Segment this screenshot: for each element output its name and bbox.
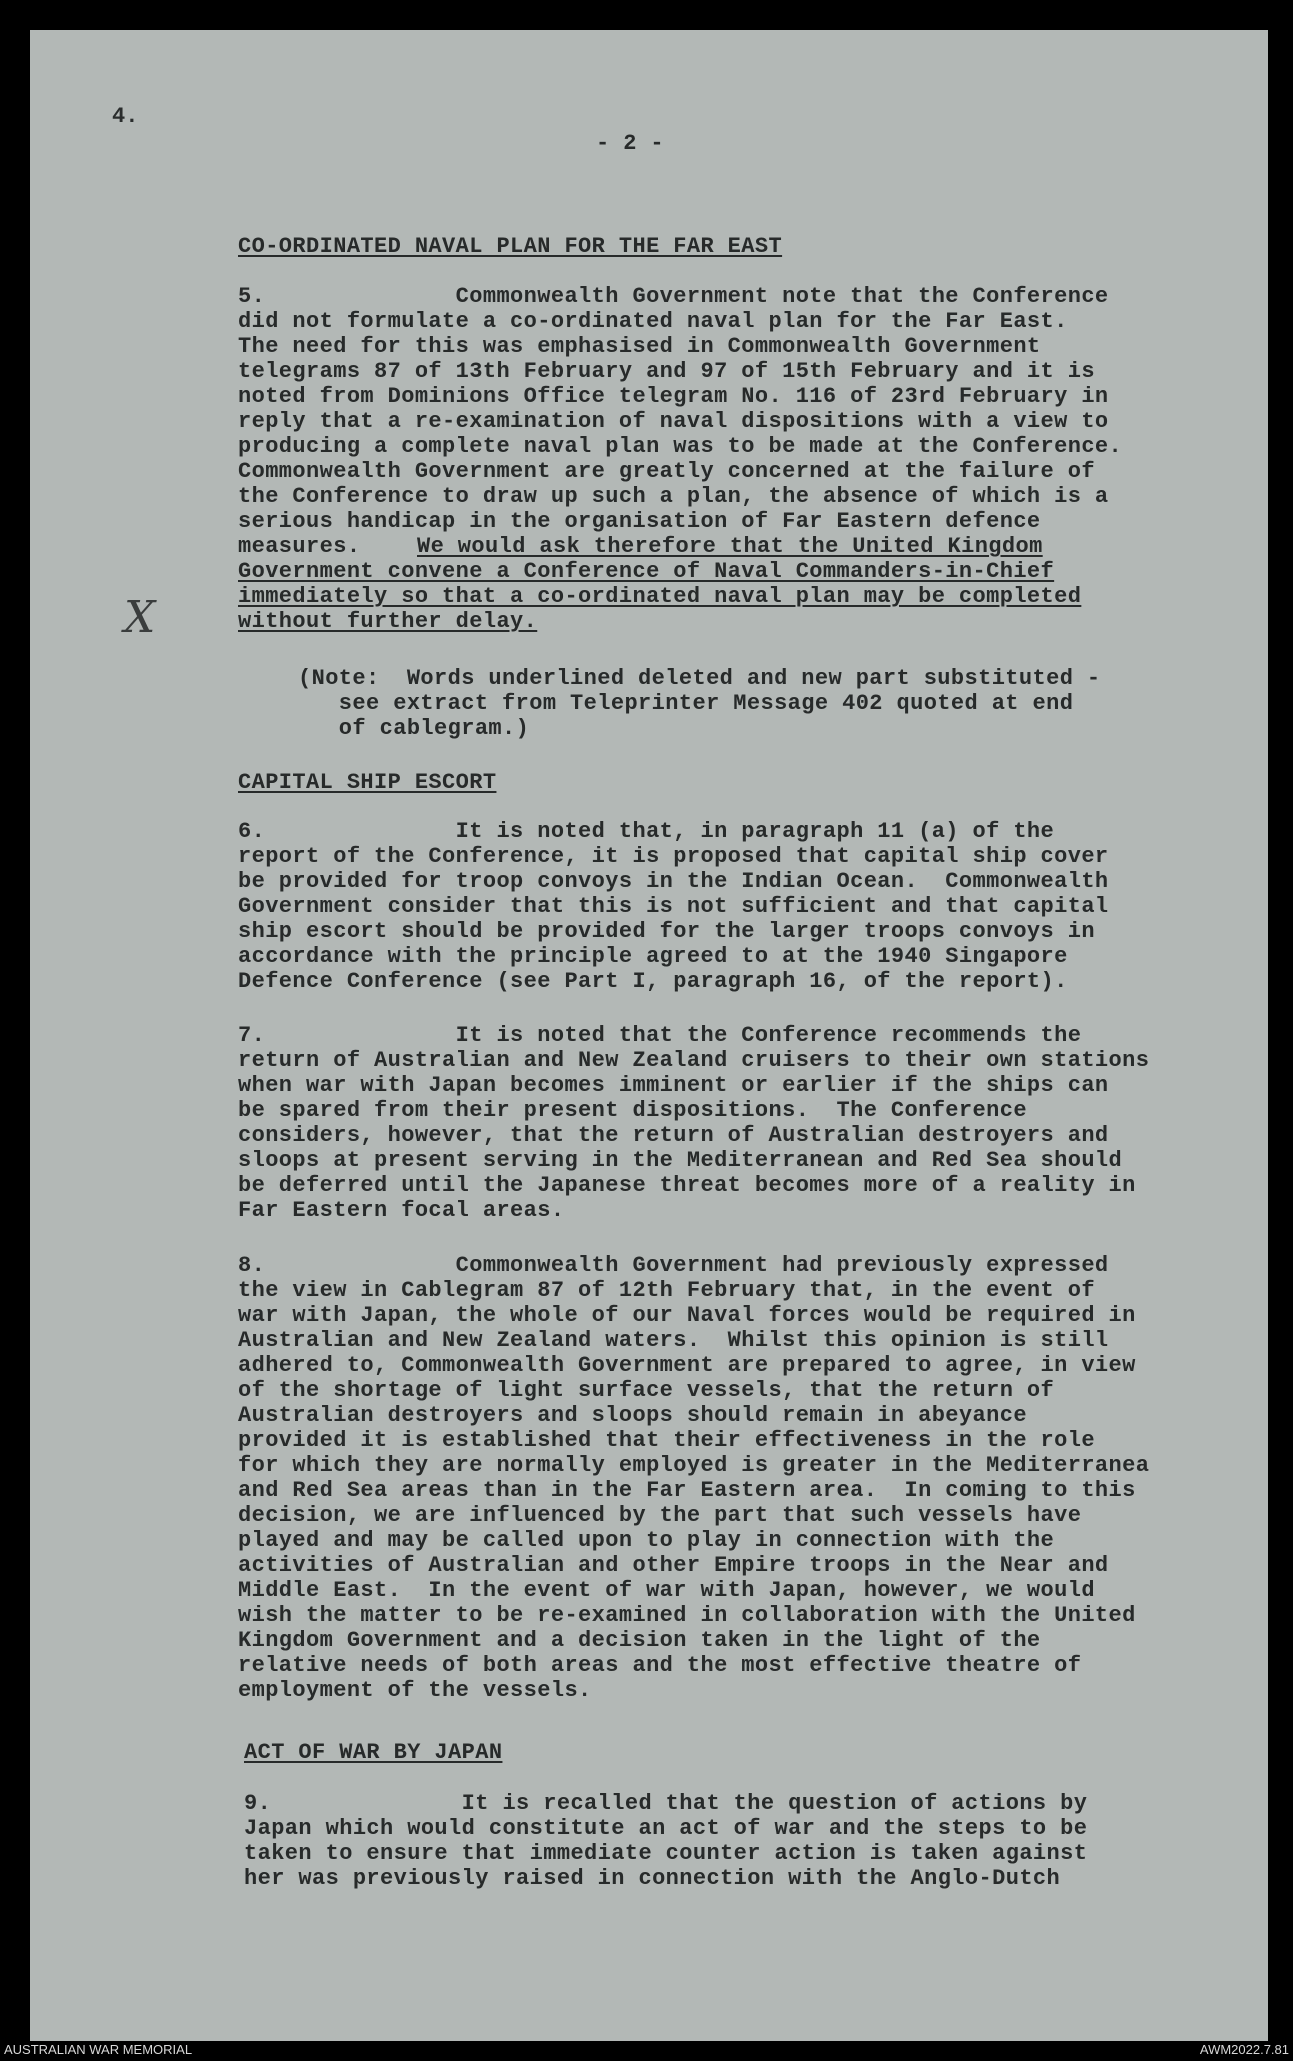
text-line: the Conference to draw up such a plan, the absence of which is a	[238, 484, 1109, 509]
text-line: Commonwealth Government are greatly concerned at the failure of	[238, 459, 1095, 484]
underlined-text-line: immediately so that a co-ordinated naval plan may be completed	[238, 584, 1082, 609]
heading-capital-ship: CAPITAL SHIP ESCORT	[238, 770, 497, 795]
margin-mark: X	[124, 592, 156, 643]
text-line: her was previously raised in connection with the Anglo-Dutch	[244, 1866, 1061, 1891]
text-line: taken to ensure that immediate counter action is taken against	[244, 1841, 1088, 1866]
text-line: Government consider that this is not sufficient and that capital	[238, 894, 1109, 919]
text-line: 8. Commonwealth Government had previously expressed	[238, 1253, 1109, 1278]
text-line: relative needs of both areas and the most effective theatre of	[238, 1653, 1082, 1678]
footer-source: AUSTRALIAN WAR MEMORIAL	[4, 2042, 193, 2057]
text-line: sloops at present serving in the Mediterranean and Red Sea should	[238, 1148, 1123, 1173]
note-line: of cablegram.)	[298, 716, 530, 741]
underlined-text-line: We would ask therefore that the United Kingdom	[417, 534, 1043, 559]
text-line: Australian and New Zealand waters. Whilst this opinion is still	[238, 1328, 1109, 1353]
text-line: accordance with the principle agreed to at the 1940 Singapore	[238, 944, 1068, 969]
heading-act-of-war: ACT OF WAR BY JAPAN	[244, 1740, 503, 1765]
text-line: serious handicap in the organisation of Far Eastern defence	[238, 509, 1041, 534]
text-line: provided it is established that their effectiveness in the role	[238, 1428, 1095, 1453]
text-line: activities of Australian and other Empire troops in the Near and	[238, 1553, 1109, 1578]
note-line: see extract from Teleprinter Message 402 quoted at end	[298, 691, 1074, 716]
text-line: 9. It is recalled that the question of actions by	[244, 1791, 1088, 1816]
text-line: when war with Japan becomes imminent or earlier if the ships can	[238, 1073, 1109, 1098]
text-line: measures.	[238, 534, 388, 559]
text-line: Defence Conference (see Part I, paragraph 16, of the report).	[238, 969, 1068, 994]
text-line: producing a complete naval plan was to be made at the Conference.	[238, 434, 1123, 459]
text-line: ship escort should be provided for the larger troops convoys in	[238, 919, 1095, 944]
text-line: war with Japan, the whole of our Naval forces would be required in	[238, 1303, 1136, 1328]
text-line: Kingdom Government and a decision taken in the light of the	[238, 1628, 1041, 1653]
text-line: and Red Sea areas than in the Far Eastern area. In coming to this	[238, 1478, 1136, 1503]
text-line: played and may be called upon to play in connection with the	[238, 1528, 1055, 1553]
text-line: report of the Conference, it is proposed that capital ship cover	[238, 844, 1109, 869]
footer-reference: AWM2022.7.81	[1199, 2042, 1289, 2057]
text-line: 7. It is noted that the Conference recommends the	[238, 1023, 1082, 1048]
text-line: 6. It is noted that, in paragraph 11 (a) of the	[238, 819, 1055, 844]
note-line: (Note: Words underlined deleted and new part substituted -	[298, 666, 1101, 691]
text-line: The need for this was emphasised in Commonwealth Government	[238, 334, 1041, 359]
archive-footer	[0, 2041, 1293, 2061]
text-line: Far Eastern focal areas.	[238, 1198, 565, 1223]
text-line: return of Australian and New Zealand cruisers to their own stations	[238, 1048, 1150, 1073]
text-line: the view in Cablegram 87 of 12th February that, in the event of	[238, 1278, 1095, 1303]
text-line: considers, however, that the return of Australian destroyers and	[238, 1123, 1109, 1148]
text-line: employment of the vessels.	[238, 1678, 592, 1703]
text-line: of the shortage of light surface vessels, that the return of	[238, 1378, 1055, 1403]
text-line: telegrams 87 of 13th February and 97 of 15th February and it is	[238, 359, 1095, 384]
underlined-text-line: without further delay.	[238, 609, 538, 634]
corner-mark: 4.	[112, 104, 139, 129]
text-line: Australian destroyers and sloops should remain in abeyance	[238, 1403, 1027, 1428]
text-line: reply that a re-examination of naval dispositions with a view to	[238, 409, 1109, 434]
text-line: be deferred until the Japanese threat becomes more of a reality in	[238, 1173, 1136, 1198]
text-line: be spared from their present dispositions. The Conference	[238, 1098, 1027, 1123]
text-line: adhered to, Commonwealth Government are prepared to agree, in view	[238, 1353, 1136, 1378]
text-line: for which they are normally employed is greater in the Mediterranea	[238, 1453, 1150, 1478]
text-line: noted from Dominions Office telegram No. 116 of 23rd February in	[238, 384, 1109, 409]
text-line: 5. Commonwealth Government note that the Conference	[238, 284, 1109, 309]
text-line: Middle East. In the event of war with Japan, however, we would	[238, 1578, 1095, 1603]
page-number: - 2 -	[596, 131, 665, 156]
underlined-text-line: Government convene a Conference of Naval Commanders-in-Chief	[238, 559, 1055, 584]
text-line: did not formulate a co-ordinated naval plan for the Far East.	[238, 309, 1068, 334]
text-line: wish the matter to be re-examined in collaboration with the United	[238, 1603, 1136, 1628]
text-line: be provided for troop convoys in the Indian Ocean. Commonwealth	[238, 869, 1109, 894]
text-line: Japan which would constitute an act of war and the steps to be	[244, 1816, 1088, 1841]
text-line: decision, we are influenced by the part that such vessels have	[238, 1503, 1082, 1528]
heading-naval-plan: CO-ORDINATED NAVAL PLAN FOR THE FAR EAST	[238, 234, 783, 259]
